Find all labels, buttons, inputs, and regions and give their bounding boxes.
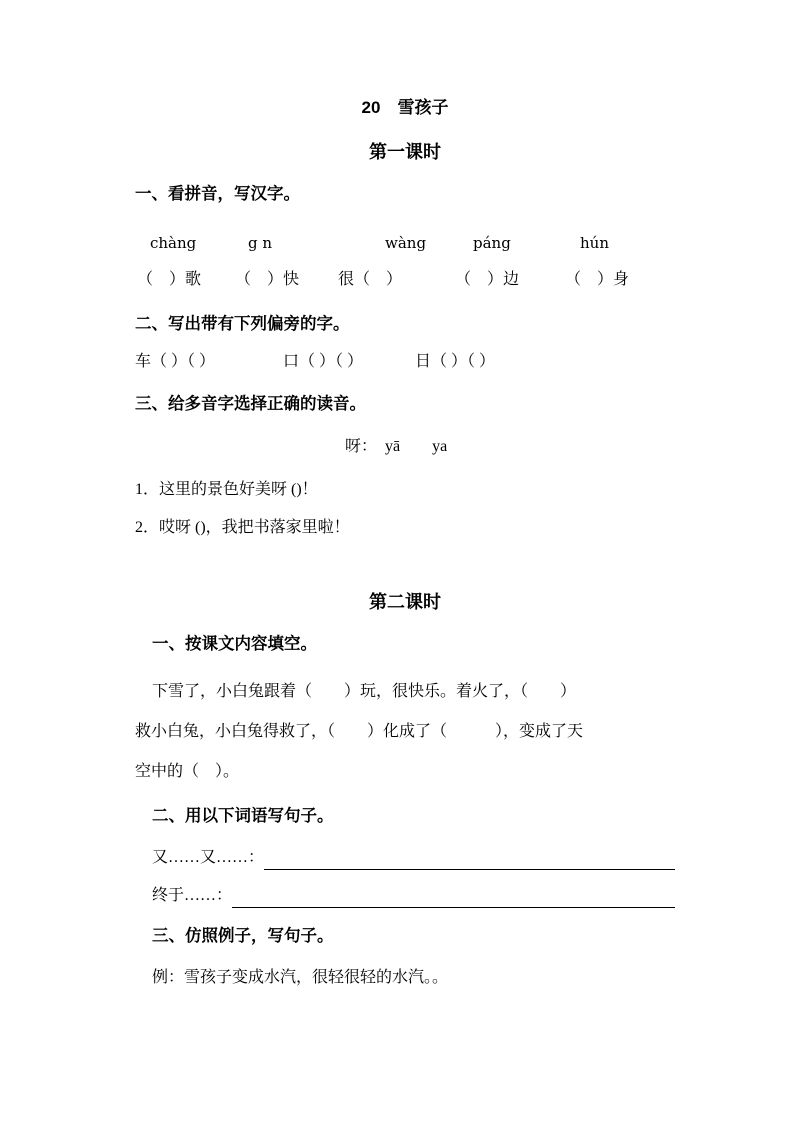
radical-group: 日（ ）（ ）: [415, 353, 496, 370]
radical-group: 车（ ）（ ）: [135, 353, 216, 370]
pinyin-syllable: chàng: [150, 234, 197, 252]
radical-group: 口（ ）（ ）: [283, 353, 364, 370]
sentence-writing-row: [135, 884, 675, 908]
pinyin-syllable: páng: [473, 234, 511, 252]
hanzi-blank: （ ）边: [455, 271, 520, 288]
p2-section2-heading: 二、用以下词语写句子。: [152, 807, 334, 825]
polyphone-item-1: 1．这里的景色好美呀 ()！: [135, 481, 318, 498]
hanzi-blank: （ ）快: [235, 271, 300, 288]
fill-in-paragraph: [135, 672, 675, 792]
p1-section3-heading: 三、给多音字选择正确的读音。: [135, 395, 366, 413]
p2-section1-heading: 一、按课文内容填空。: [152, 635, 317, 653]
p1-section1-heading: 一、看拼音，写汉字。: [135, 185, 300, 203]
paragraph-line: 空中的（ ）。: [135, 763, 240, 780]
session2-heading: 第二课时: [369, 592, 441, 612]
doc-title: 20 雪孩子: [361, 98, 449, 117]
pinyin-syllable: g n: [248, 234, 273, 252]
writing-line: [264, 849, 675, 870]
session1-heading: 第一课时: [369, 142, 441, 162]
polyphone-item-2: 2．哎呀 ()，我把书落家里啦！: [135, 519, 350, 536]
pinyin-syllable: hún: [580, 234, 609, 252]
radical-row: [135, 350, 675, 374]
hanzi-blank: 很（ ）: [338, 271, 403, 288]
example-sentence: 例：雪孩子变成水汽，很轻很轻的水汽。。: [152, 969, 449, 986]
paragraph-line: 下雪了，小白兔跟着（ ）玩，很快乐。着火了，（ ）: [152, 683, 577, 700]
pinyin-row: [135, 232, 675, 254]
polyphone-options: 呀： yā ya: [345, 438, 448, 455]
pinyin-syllable: wàng: [385, 234, 427, 252]
paragraph-line: 救小白兔，小白兔得救了，（ ）化成了（ ），变成了天: [135, 723, 584, 740]
sentence-prompt: 又……又……：: [152, 849, 265, 866]
p2-section3-heading: 三、仿照例子，写句子。: [152, 927, 334, 945]
sentence-writing-row: [135, 846, 675, 870]
hanzi-blank-row: [135, 268, 675, 292]
writing-line: [232, 887, 675, 908]
p1-section2-heading: 二、写出带有下列偏旁的字。: [135, 315, 350, 333]
hanzi-blank: （ ）歌: [137, 271, 202, 288]
sentence-prompt: 终于……：: [152, 887, 233, 904]
hanzi-blank: （ ）身: [565, 271, 630, 288]
